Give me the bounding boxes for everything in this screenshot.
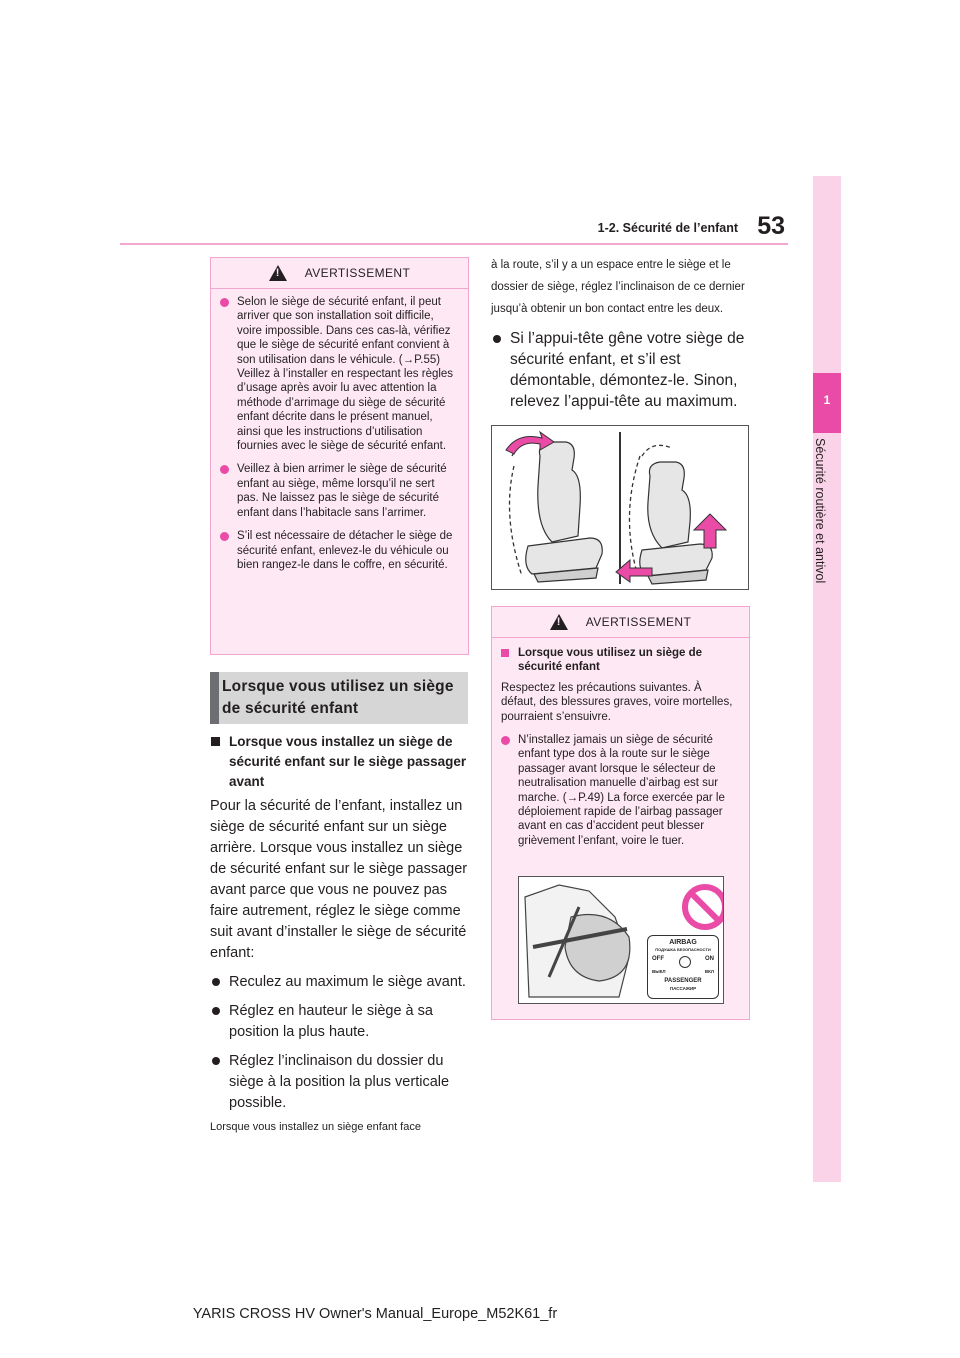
airbag-label-bottom-cyr: ПАССАЖИР (669, 986, 697, 991)
warning-item: Selon le siège de sécurité enfant, il peut arriver que son installation soit difficile, voire impossible. Dans ces cas-là, vérifiez que le siège de sécurité enfant convient à son utilisation dans le véhicule. (→P.55) Veillez à l’installer en respectant les règles d’usage après avoir lu avec attention la méthode d’arrimage du siège de sécurité enfant décrite dans le présent manuel, ainsi que les instructions d’utilisation fournies avec le siège de sécurité enfant. (220, 295, 454, 453)
warning-header (492, 607, 749, 638)
warning-title: AVERTISSEMENT (585, 615, 692, 629)
warning-subheading-block (501, 646, 735, 675)
bullet-dot-icon (501, 736, 510, 745)
warning-item: Veillez à bien arrimer le siège de sécurité enfant au siège, même lorsqu’il ne sert pas. Ne laissez pas le siège de sécurité enfant dans l’habitacle sans l’arrimer. (220, 462, 454, 520)
chapter-side-tab (813, 176, 841, 1182)
footer: YARIS CROSS HV Owner's Manual_Europe_M52K61_fr (192, 1306, 558, 1322)
continued-paragraph: à la route, s’il y a un espace entre le siège et le dossier de siège, réglez l’inclinaison de ce dernier jusqu’à obtenir un bon contact entre les deux. (491, 259, 745, 315)
seat-icon (526, 442, 603, 582)
warning-box-2 (491, 606, 750, 1020)
warning-triangle-icon (269, 265, 287, 281)
bullet-dot-icon (220, 465, 229, 474)
warning-title: AVERTISSEMENT (304, 266, 411, 280)
warning-box-1 (210, 257, 469, 655)
body-paragraph: Pour la sécurité de l’enfant, installez un siège de sécurité enfant sur un siège arrière. Lorsque vous installez un siège de sécurité enfant sur le siège passager avant parce que vous ne pouvez pas faire autrement, réglez le siège comme suit avant d’installer le siège de sécurité enfant: (210, 798, 468, 961)
seat-illustration-svg (492, 426, 748, 589)
square-bullet-icon (211, 737, 220, 746)
airbag-on-cyr-label: ВКЛ (704, 969, 714, 974)
page-number: 53 (757, 212, 785, 240)
list-item: Réglez l’inclinaison du dossier du siège à la position la plus verticale possible. (210, 1051, 468, 1114)
list-item: Réglez en hauteur le siège à sa position la plus haute. (210, 1001, 468, 1043)
subheading-block (210, 732, 468, 792)
airbag-illustration (518, 876, 724, 1004)
trailing-text: Lorsque vous installez un siège enfant face (210, 1121, 421, 1133)
warning-item: S’il est nécessaire de détacher le siège de sécurité enfant, enlevez-le du véhicule ou bien rangez-le dans le coffre, en sécurité. (220, 529, 454, 572)
warning-intro: Respectez les précautions suivantes. À défaut, des blessures graves, voire mortelles, pourraient s’ensuivre. (501, 681, 733, 723)
airbag-label-top: AIRBAG (669, 939, 697, 946)
airbag-on-label: ON (705, 956, 714, 962)
warning-item: N’installez jamais un siège de sécurité enfant type dos à la route sur le siège passager avant lorsque le sélecteur de neutralisation manuelle d’airbag est sur marche. (→P.49) La force exercée par le déploiement rapide de l’airbag passager avant en cas d’accident peut blesser grièvement l’enfant, voire le tuer. (501, 733, 735, 848)
bullet-dot-icon (220, 532, 229, 541)
airbag-label-bottom: PASSENGER (664, 978, 702, 984)
airbag-off-label: OFF (652, 956, 664, 962)
seat-adjust-illustration (491, 425, 749, 590)
airbag-switch-label (647, 935, 719, 999)
list-item: Si l’appui-tête gêne votre siège de sécurité enfant, et s’il est démontable, démontez-le. Sinon, relevez l’appui-tête au maximum. (491, 328, 749, 412)
up-arrow-icon (694, 514, 726, 548)
right-column-text (491, 254, 749, 412)
warning-header (211, 258, 468, 289)
warning-subheading: Lorsque vous utilisez un siège de sécurité enfant (518, 647, 703, 674)
chapter-number: 1 (823, 393, 831, 407)
chapter-title: Sécurité routière et antivol (813, 438, 827, 584)
section-heading: Lorsque vous utilisez un siège de sécurité enfant (222, 678, 454, 717)
left-column (210, 732, 468, 1134)
airbag-off-cyr-label: ВЫКЛ (652, 969, 666, 974)
square-bullet-icon (501, 649, 509, 657)
warning-triangle-icon (550, 614, 568, 630)
airbag-label-subtop: ПОДУШКА БЕЗОПАСНОСТИ (655, 947, 711, 952)
list-item: Reculez au maximum le siège avant. (210, 972, 468, 993)
section-heading-bar (210, 672, 219, 724)
section-title: 1-2. Sécurité de l’enfant (597, 221, 738, 235)
bullet-dot-icon (220, 298, 229, 307)
subheading: Lorsque vous installez un siège de sécurité enfant sur le siège passager avant (229, 734, 467, 789)
header-rule (120, 243, 788, 245)
airbag-switch-icon (679, 956, 691, 968)
